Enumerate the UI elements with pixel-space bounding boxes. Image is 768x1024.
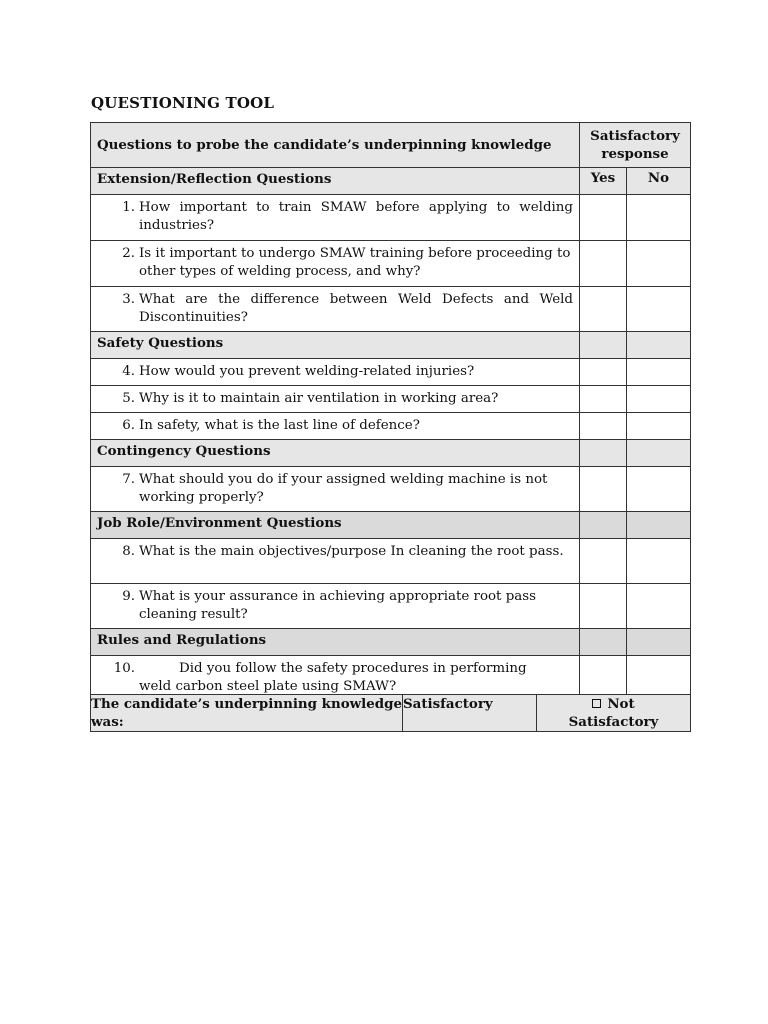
yes-cell[interactable]: [580, 386, 627, 413]
question-number: 1.: [122, 200, 135, 215]
no-cell[interactable]: [627, 539, 691, 584]
yes-cell[interactable]: [580, 359, 627, 386]
satisfactory-label: Satisfactory: [403, 696, 493, 712]
yes-cell[interactable]: [580, 413, 627, 440]
not-satisfactory-line1: Not: [607, 696, 635, 712]
not-satisfactory-option[interactable]: [537, 695, 691, 732]
table-row: [91, 413, 691, 440]
no-cell[interactable]: [627, 287, 691, 332]
question-text: Is it important to undergo SMAW training before proceeding to other types of welding process, and why?: [139, 246, 571, 279]
result-table: [90, 694, 691, 732]
no-cell[interactable]: [627, 359, 691, 386]
question-text: In safety, what is the last line of defence?: [139, 418, 420, 433]
question-text: What should you do if your assigned welding machine is not working properly?: [139, 472, 548, 505]
yes-cell: [580, 512, 627, 539]
yes-cell[interactable]: [580, 287, 627, 332]
no-cell[interactable]: [627, 584, 691, 629]
question-number: 8.: [122, 544, 135, 559]
yes-cell[interactable]: [580, 584, 627, 629]
table-row: [91, 584, 691, 629]
question-number: 3.: [122, 292, 135, 307]
question-number: 4.: [122, 364, 135, 379]
yes-cell: [580, 440, 627, 467]
checkbox-icon[interactable]: [592, 699, 601, 708]
question-text-line2: weld carbon steel plate using SMAW?: [139, 679, 397, 694]
no-cell: [627, 332, 691, 359]
section-label: Extension/Reflection Questions: [91, 168, 580, 195]
no-cell: [627, 512, 691, 539]
no-cell: [627, 440, 691, 467]
question-text: What is the main objectives/purpose In cleaning the root pass.: [139, 544, 564, 559]
question-number: 10.: [113, 661, 135, 676]
table-row: [91, 467, 691, 512]
no-cell[interactable]: [627, 241, 691, 287]
response-header-line2: response: [601, 146, 669, 162]
not-satisfactory-line2: Satisfactory: [568, 714, 659, 730]
section-row-safety: [91, 332, 691, 359]
question-number: 2.: [122, 246, 135, 261]
table-row: [91, 195, 691, 241]
yes-cell[interactable]: [580, 467, 627, 512]
table-header-row: [91, 123, 691, 168]
yes-cell: [580, 332, 627, 359]
section-label: Contingency Questions: [91, 440, 580, 467]
question-text: What are the difference between Weld Defects and Weld Discontinuities?: [139, 292, 573, 325]
question-text: How important to train SMAW before applying to welding industries?: [139, 200, 573, 233]
satisfactory-header-line1: Satisfactory: [590, 128, 680, 144]
section-row-contingency: [91, 440, 691, 467]
no-column-header: No: [627, 168, 691, 195]
yes-cell: [580, 629, 627, 656]
table-row: [91, 359, 691, 386]
no-cell[interactable]: [627, 195, 691, 241]
question-number: 6.: [122, 418, 135, 433]
question-text: Why is it to maintain air ventilation in working area?: [139, 391, 499, 406]
questions-header: Questions to probe the candidate’s underpinning knowledge: [91, 123, 580, 168]
table-row: [91, 241, 691, 287]
no-cell[interactable]: [627, 467, 691, 512]
page-title: QUESTIONING TOOL: [91, 94, 275, 112]
table-row: [91, 539, 691, 584]
question-text: How would you prevent welding-related injuries?: [139, 364, 475, 379]
result-label: The candidate’s underpinning knowledge was:: [91, 696, 403, 730]
table-row: [91, 287, 691, 332]
question-number: 5.: [122, 391, 135, 406]
section-row-extension: [91, 168, 691, 195]
no-cell[interactable]: [627, 413, 691, 440]
section-row-rules: [91, 629, 691, 656]
question-number: 7.: [122, 472, 135, 487]
question-text-line1: Did you follow the safety procedures in performing: [179, 661, 527, 676]
question-text: What is your assurance in achieving appropriate root pass cleaning result?: [139, 589, 536, 622]
no-cell[interactable]: [627, 386, 691, 413]
section-row-job-role: [91, 512, 691, 539]
yes-cell[interactable]: [580, 539, 627, 584]
no-cell: [627, 629, 691, 656]
section-label: Rules and Regulations: [91, 629, 580, 656]
section-label: Job Role/Environment Questions: [91, 512, 580, 539]
yes-cell[interactable]: [580, 241, 627, 287]
yes-column-header: Yes: [580, 168, 627, 195]
section-label: Safety Questions: [91, 332, 580, 359]
questioning-table: [90, 122, 691, 701]
satisfactory-option[interactable]: [403, 695, 537, 732]
question-number: 9.: [122, 589, 135, 604]
result-row: [91, 695, 691, 732]
table-row: [91, 386, 691, 413]
satisfactory-response-header: [580, 123, 691, 168]
yes-cell[interactable]: [580, 195, 627, 241]
